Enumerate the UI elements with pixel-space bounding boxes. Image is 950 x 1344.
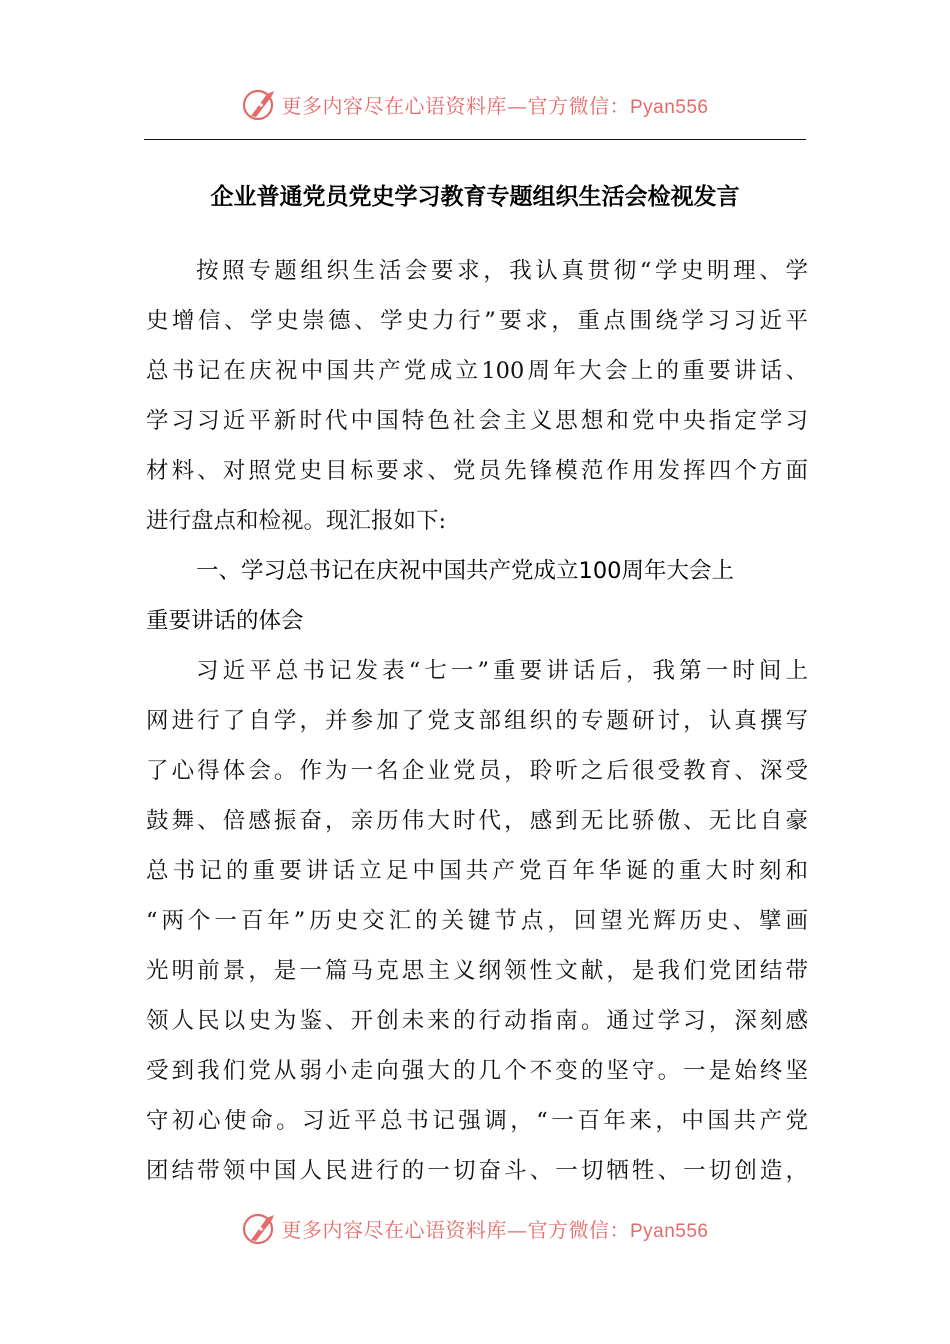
paragraph-line: 受到我们党从弱小走向强大的几个不变的坚守。一是始终坚 [146, 1058, 808, 1084]
pen-nib-circle-icon [241, 86, 277, 122]
section-heading: 一、学习总书记在庆祝中国共产党成立100周年大会上 [196, 558, 734, 584]
paragraph-line: 习近平总书记发表“七一”重要讲话后，我第一时间上 [196, 658, 808, 684]
watermark-banner-bottom [0, 1206, 950, 1250]
paragraph-line: 鼓舞、倍感振奋，亲历伟大时代，感到无比骄傲、无比自豪 [146, 808, 808, 834]
pen-nib-circle-icon [241, 1210, 277, 1246]
paragraph-line: 团结带领中国人民进行的一切奋斗、一切牺牲、一切创造， [146, 1158, 808, 1184]
paragraph-line: 进行盘点和检视。现汇报如下: [146, 508, 447, 534]
paragraph-line: 守初心使命。习近平总书记强调，“一百年来，中国共产党 [146, 1108, 808, 1134]
section-heading: 重要讲话的体会 [146, 608, 304, 634]
paragraph-line: 史增信、学史崇德、学史力行”要求，重点围绕学习习近平 [146, 308, 808, 334]
watermark-text: 更多内容尽在心语资料库—官方微信：Pyan556 [281, 1217, 709, 1242]
paragraph-line: 了心得体会。作为一名企业党员，聆听之后很受教育、深受 [146, 758, 808, 784]
paragraph-line: 总书记在庆祝中国共产党成立100周年大会上的重要讲话、 [146, 358, 808, 384]
paragraph-line: 按照专题组织生活会要求，我认真贯彻“学史明理、学 [196, 258, 808, 284]
document-title: 企业普通党员党史学习教育专题组织生活会检视发言 [210, 183, 740, 210]
paragraph-line: 光明前景，是一篇马克思主义纲领性文献，是我们党团结带 [146, 958, 808, 984]
watermark-banner-top [0, 82, 950, 126]
paragraph-line: “两个一百年”历史交汇的关键节点，回望光辉历史、擘画 [146, 908, 808, 934]
paragraph-line: 材料、对照党史目标要求、党员先锋模范作用发挥四个方面 [146, 458, 808, 484]
document-body [146, 246, 808, 1196]
paragraph-line: 网进行了自学，并参加了党支部组织的专题研讨，认真撰写 [146, 708, 808, 734]
header-divider [144, 139, 806, 140]
paragraph-line: 总书记的重要讲话立足中国共产党百年华诞的重大时刻和 [146, 858, 808, 884]
paragraph-line: 学习习近平新时代中国特色社会主义思想和党中央指定学习 [146, 408, 808, 434]
paragraph-line: 领人民以史为鉴、开创未来的行动指南。通过学习，深刻感 [146, 1008, 808, 1034]
watermark-text: 更多内容尽在心语资料库—官方微信：Pyan556 [281, 93, 709, 118]
